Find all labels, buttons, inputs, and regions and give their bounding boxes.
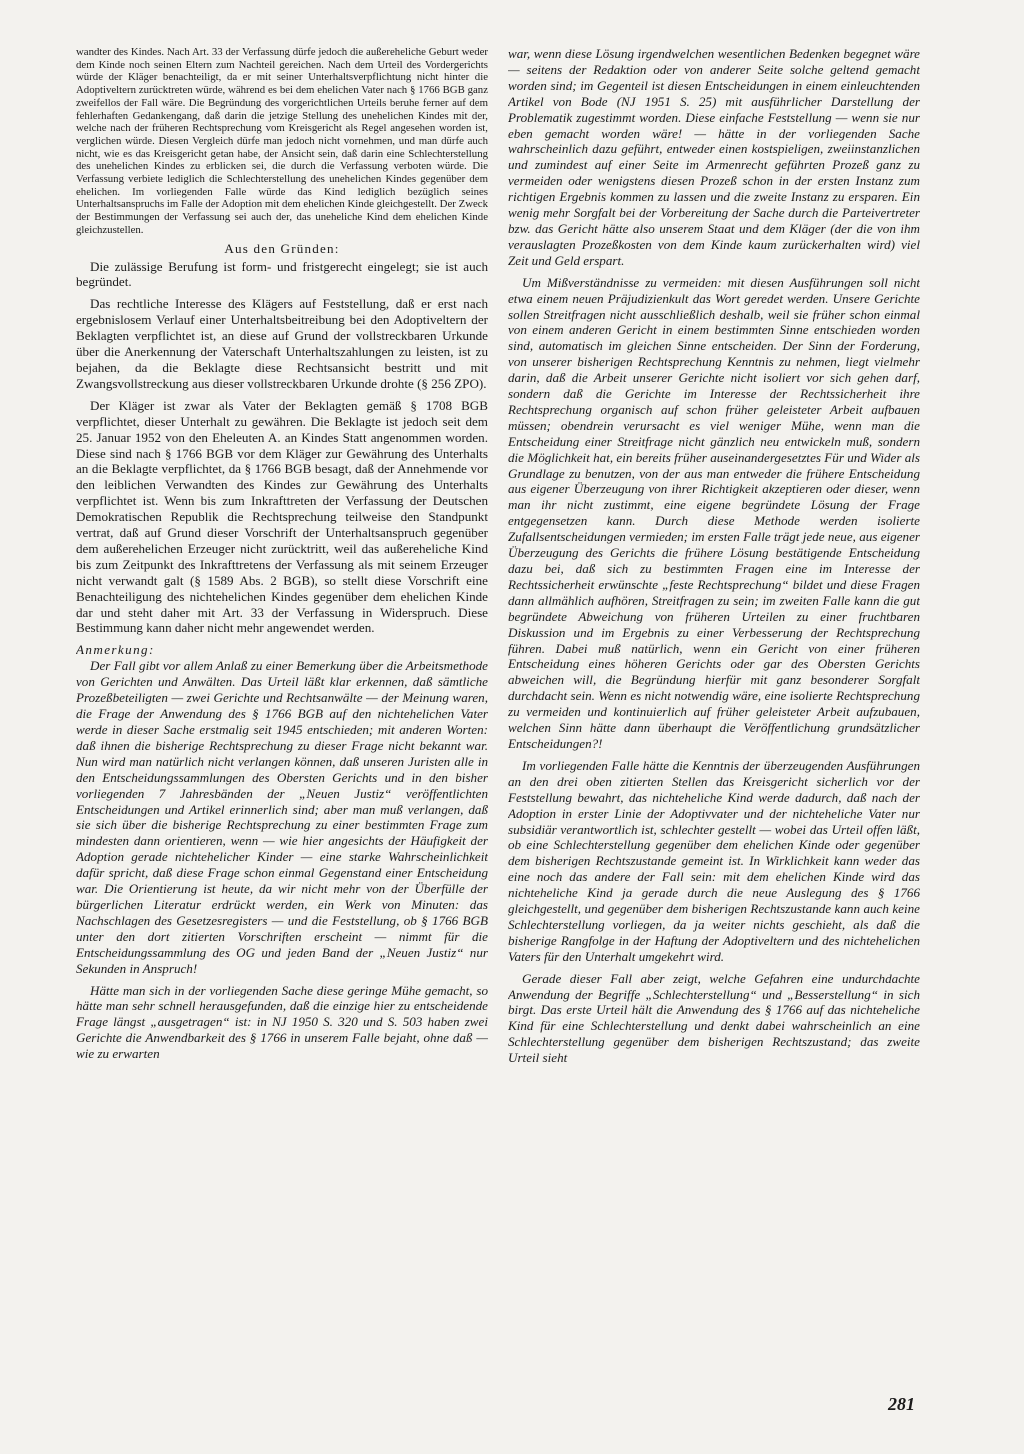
right-column: [508, 46, 920, 1072]
annotation-paragraph-2: Hätte man sich in der vorliegenden Sache diese geringe Mühe gemacht, so hätte man sehr schnell herausgefunden, daß die einzige hier zu entscheidende Frage längst „ausgetragen“ ist: in NJ 1950 S. 320 und S. 503 haben zwei Gerichte die Anwendbarkeit des § 1766 in unserem Falle bejaht, ohne daß — wie zu erwarten: [76, 982, 488, 1062]
annotation-paragraph-3: war, wenn diese Lösung irgendwelchen wesentlichen Bedenken begegnet wäre — seitens der Redaktion oder von anderer Seite solche geltend gemacht worden sind; im Gegenteil ist diesen Entscheidungen in einem einleuchtenden Artikel von Bode (NJ 1951 S. 25) mit ausführlicher Darstellung der Problematik zugestimmt worden. Diese einfache Feststellung — wenn sie nur eben gemacht worden wäre! — hätte in der vorliegenden Sache wahrscheinlich dazu geführt, entweder einen kostspieligen, zweiinstanzlichen und zumindest auf einer Seite im Armenrecht geführten Prozeß ganz zu vermeiden oder wenigstens diesen Prozeß schon in der ersten Instanz zum richtigen Ergebnis kommen zu lassen und die zweite Instanz zu ersparen. Ein wenig mehr Sorgfalt bei der Vorbereitung der Sache durch die Parteivertreter bzw. das Gericht hätte also unserem Staat und dem Kläger (der die von ihm verauslagten Prozeßkosten von dem Kinde kaum zurückerhalten wird) viel Zeit und Geld erspart.: [508, 46, 920, 268]
case-summary-paragraph: wandter des Kindes. Nach Art. 33 der Verfassung dürfe jedoch die außereheliche Geburt weder dem Kinde noch seinen Eltern zum Nachteil gereichen. Nach dem Urteil des Vordergerichts würde der Kläger benachteiligt, da er mit seiner Unterhaltsverpflichtung nicht hinter die Adoptiveltern zurücktreten würde, während es bei dem ehelichen Vater nach § 1766 BGB ganz zweifellos der Fall wäre. Die Begründung des vorgerichtlichen Urteils beruhe ferner auf dem fehlerhaften Gedankengang, daß darin die jetzige Stellung des unehelichen Kindes mit der, welche nach der früheren Rechtsprechung vom Kreisgericht als Regel angesehen worden ist, verglichen würde. Diesen Vergleich dürfe man jedoch nicht vornehmen, und man dürfe auch nicht, wie es das Kreisgericht getan habe, der Ansicht sein, daß darin eine Schlechterstellung des unehelichen Kindes zu erblicken sei, die durch die Verfassung verboten würde. Die Verfassung verbiete lediglich die Schlechterstellung des unehelichen Kindes gegenüber dem ehelichen. Im vorliegenden Falle würde das Kind lediglich bezüglich seines Unterhaltsanspruchs im Falle der Adoption mit dem ehelichen Kinde gleichgestellt. Der Zweck der Bestimmungen der Verfassung sei auch der, das uneheliche Kind dem ehelichen Kinde gleichzustellen.: [76, 46, 488, 236]
reasons-paragraph-2: Das rechtliche Interesse des Klägers auf Feststellung, daß er erst nach ergebnislosem Verlauf einer Unterhaltsbeitreibung bei den Adoptiveltern der Beklagten verpflichtet ist, an diese auf Grund der vollstreckbaren Urkunde über die Anerkennung der Vaterschaft Unterhaltszahlungen zu leisten, ist zu bejahen, da die Beklagte diese Rechtsansicht bestritt und mit Zwangsvollstreckung aus dieser vollstreckbaren Urkunde drohte (§ 256 ZPO).: [76, 296, 488, 391]
annotation-paragraph-5: Im vorliegenden Falle hätte die Kenntnis der überzeugenden Ausführungen an den drei oben zitierten Stellen das Kreisgericht sicherlich vor der Feststellung bewahrt, das nichteheliche Kind werde dadurch, daß nach der Adoption in erster Linie der Adoptivvater und der nichteheliche Vater nur subsidiär verantwortlich ist, schlechter gestellt — wobei das Urteil offen läßt, ob eine Schlechterstellung gegenüber dem ehelichen Kinde oder gegenüber dem bisherigen Rechtszustande gemeint ist. In Wirklichkeit kann weder das eine noch das andere der Fall sein: mit dem ehelichen Kinde wird das nichteheliche Kind ja gerade durch die neue Auslegung des § 1766 gleichgestellt, und gegenüber dem bisherigen Rechtszustande kann auch keine Schlechterstellung vorliegen, da ja weiter nichts geschieht, als daß die bisherige Rangfolge in der Haftung der Adoptiveltern und des nichtehelichen Vaters für den Unterhalt umgekehrt wird.: [508, 757, 920, 964]
annotation-heading: Anmerkung:: [76, 642, 155, 658]
annotation-paragraph-1: Der Fall gibt vor allem Anlaß zu einer Bemerkung über die Arbeitsmethode von Gerichten und Anwälten. Das Urteil läßt klar erkennen, daß sämtliche Prozeßbeteiligten — zwei Gerichte und Rechtsanwälte — der Meinung waren, die Frage der Anwendung des § 1766 BGB auf den nichtehelichen Vater werde in dieser Sache erstmalig seit 1945 entschieden; mit anderen Worten: daß ihnen die bisherige Rechtsprechung zu dieser Frage nicht bekannt war. Nun wird man natürlich nicht verlangen können, daß unseren Juristen alle in den Entscheidungssammlungen des Obersten Gerichts und in den bisher vorliegenden 7 Jahresbänden der „Neuen Justiz“ veröffentlichten Entscheidungen und Artikel erinnerlich sind; aber man muß verlangen, daß sie sich über die bisherige Rechtsprechung zu einer bestimmten Frage zum mindesten dann orientieren, wenn — wie hier angesichts der Häufigkeit der Adoption gerade nichtehelicher Kinder — eine starke Wahrscheinlichkeit dafür spricht, daß diese Frage schon einmal Gegenstand einer Entscheidung war. Die Orientierung ist heute, da wir nicht mehr von der Überfülle der bürgerlichen Literatur erdrückt werden, ein Werk von Minuten: das Nachschlagen des Gesetzesregisters — und die Feststellung, ob § 1766 BGB unter den dort zitierten Vorschriften erscheint — nimmt für die Entscheidungssammlung des OG und jeden Band der „Neuen Justiz“ nur Sekunden in Anspruch!: [76, 658, 488, 976]
page-number: 281: [888, 1394, 915, 1414]
left-column: [76, 46, 488, 1068]
section-heading-reasons: Aus den Gründen:: [224, 240, 340, 256]
annotation-paragraph-6: Gerade dieser Fall aber zeigt, welche Gefahren eine undurchdachte Anwendung der Begriffe „Schlechterstellung“ und „Besserstellung“ in sich birgt. Das erste Urteil hält die Anwendung des § 1766 auf das nichteheliche Kind für eine Schlechterstellung und denkt dabei wahrscheinlich an eine Schlechterstellung gegenüber dem bisherigen Rechtszustand; das zweite Urteil sieht: [508, 970, 920, 1066]
reasons-paragraph-1: Die zulässige Berufung ist form- und fristgerecht eingelegt; sie ist auch begründet.: [76, 258, 488, 290]
annotation-paragraph-4: Um Mißverständnisse zu vermeiden: mit diesen Ausführungen soll nicht etwa einem neuen Präjudizienkult das Wort geredet werden. Unsere Gerichte sollen Streitfragen nicht ausschließlich deshalb, weil sie früher schon einmal von einem anderen Gericht in einem bestimmten Sinne entschieden worden sind, automatisch im gleichen Sinne entscheiden. Der Sinn der Forderung, von unserer bisherigen Rechtsprechung Kenntnis zu nehmen, liegt vielmehr darin, daß die Arbeit unserer Gerichte nicht isoliert vor sich gehen darf, sondern daß die Gerichte im Interesse der Rechtssicherheit ihre Rechtsprechung organisch auf schon früher geleisteter Arbeit aufbauen müssen; obendrein verursacht es viel weniger Mühe, wenn man die Entscheidung einer Streitfrage nicht gänzlich neu entwickeln muß, sondern die Möglichkeit hat, ein bereits früher auseinandergesetztes Für und Wider als Grundlage zu benutzen, von der aus man entweder die frühere Entscheidung aus eigener Überzeugung von ihrer Richtigkeit akzeptieren oder dieser, wenn man ihr nicht zustimmt, eine eigene begründete Lösung der Frage entgegensetzen kann. Durch diese Methode werden isolierte Zufallsentscheidungen vermieden; im ersten Falle trägt jede neue, aus eigener Überzeugung des Gerichts die frühere Lösung bestätigende Entscheidung dazu bei, daß sich zu bestimmten Fragen eine im Interesse der Rechtssicherheit erwünschte „feste Rechtsprechung“ bildet und diese Fragen dann allmählich aufhören, Streitfragen zu sein; im zweiten Falle kann die gut begründete Abweichung von früheren Urteilen zu einer fruchtbaren Diskussion und im Ergebnis zu einer Verbesserung der Rechtsprechung führen. Dabei muß natürlich, wenn ein Gericht von einer früheren Entscheidung eines höheren Gerichts oder gar des Obersten Gerichts abweichen will, die Begründung hierfür mit ganz besonderer Sorgfalt durchdacht sein. Wenn es nicht notwendig wäre, eine isolierte Rechtsprechung zu vermeiden und kontinuierlich auf früher geleisteter Arbeit aufzubauen, welchen Sinn hätte dann überhaupt die Veröffentlichung grundsätzlicher Entscheidungen?!: [508, 274, 920, 751]
reasons-paragraph-3: Der Kläger ist zwar als Vater der Beklagten gemäß § 1708 BGB verpflichtet, dieser Unterhalt zu gewähren. Die Beklagte ist jedoch seit dem 25. Januar 1952 von den Eheleuten A. an Kindes Statt angenommen worden. Diese sind nach § 1766 BGB vor dem Kläger zur Gewährung des Unterhalts an die Beklagte verpflichtet, da § 1766 BGB besagt, daß der Annehmende vor den leiblichen Verwandten des Kindes zur Gewährung des Unterhalts verpflichtet ist. Wenn bis zum Inkrafttreten der Verfassung der Deutschen Demokratischen Republik die Rechtsprechung teilweise den Standpunkt vertrat, daß auf Grund dieser Vorschrift der Unterhaltsanspruch gegenüber dem außerehelichen Erzeuger nicht zurücktritt, weil das außereheliche Kind bis zum Zeitpunkt des Inkrafttretens der Verfassung als mit seinem Erzeuger nicht verwandt galt (§ 1589 Abs. 2 BGB), so stellt diese Vorschrift eine Benachteiligung des nichtehelichen Kindes gegenüber dem ehelichen Kinde dar und steht daher mit Art. 33 der Verfassung in Widerspruch. Diese Bestimmung kann daher nicht mehr angewendet werden.: [76, 397, 488, 636]
